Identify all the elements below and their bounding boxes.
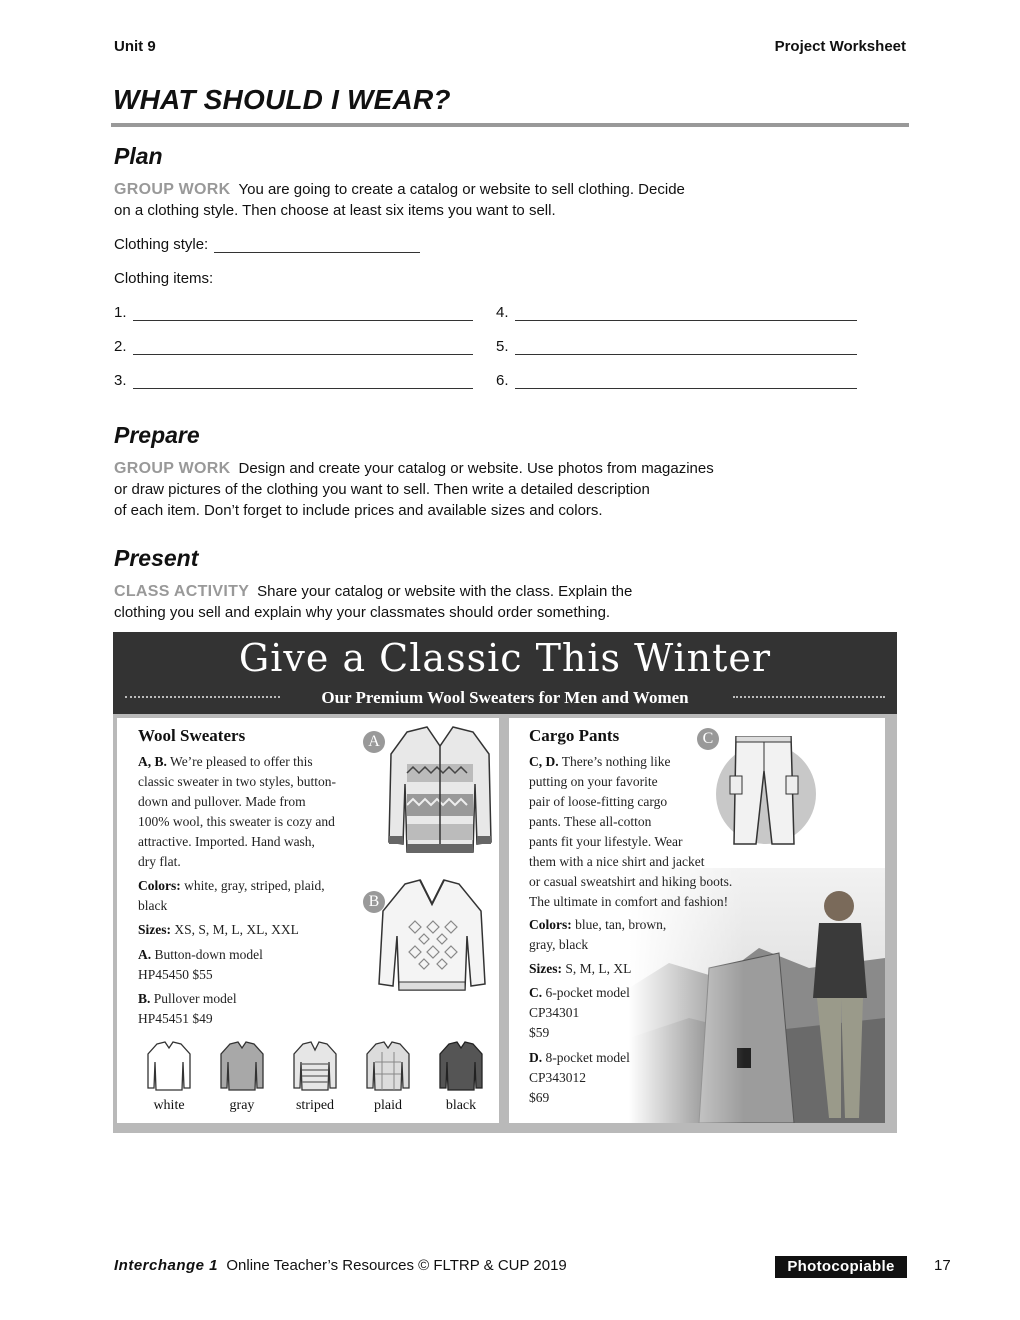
pants-line-7: or casual sweatshirt and hiking boots. [529, 874, 733, 889]
clothing-style-label: Clothing style: [114, 236, 209, 253]
pants-d-label: D. [529, 1050, 543, 1065]
pants-intro-label: C, D. [529, 754, 559, 769]
prepare-tag: GROUP WORK [114, 460, 231, 477]
sweaters-colors [138, 876, 363, 916]
pants-d-code: CP343012 [529, 1070, 587, 1085]
sweaters-line-6: dry flat. [138, 854, 181, 869]
sweater-b-label: B. [138, 991, 151, 1006]
sweaters-panel [117, 718, 499, 1123]
pants-heading: Cargo Pants [529, 726, 620, 745]
pants-line-8: The ultimate in comfort and fashion! [529, 894, 729, 909]
item-blank-3[interactable] [133, 375, 473, 389]
item-number-1: 1. [114, 304, 127, 321]
footer-credit [114, 1257, 567, 1274]
present-line-2: clothing you sell and explain why your classmates should order something. [114, 604, 611, 621]
sweaters-line-2: classic sweater in two styles, button- [138, 774, 336, 789]
sweaters-colors-line-2: black [138, 898, 168, 913]
catalog-ad [113, 632, 897, 1133]
pants-colors-line-1: blue, tan, brown, [575, 917, 667, 932]
pants-line-1: There’s nothing like [561, 754, 671, 769]
pants-line-2: putting on your favorite [529, 774, 658, 789]
footer-copyright: Online Teacher’s Resources © FLTRP & CUP 2019 [226, 1257, 567, 1274]
item-blank-5[interactable] [515, 341, 857, 355]
pants-description [529, 752, 789, 912]
item-blank-1[interactable] [133, 307, 473, 321]
pants-panel [509, 718, 885, 1123]
prepare-line-3: of each item. Don’t forget to include prices and available sizes and colors. [114, 502, 603, 519]
clothing-style-field [114, 236, 420, 253]
plan-tag: GROUP WORK [114, 181, 231, 198]
dotted-rule-right [733, 696, 885, 698]
clothing-style-blank[interactable] [214, 239, 420, 253]
plan-line-2: on a clothing style. Then choose at least six items you want to sell. [114, 202, 556, 219]
title-rule [111, 123, 909, 127]
swatch-label-gray: gray [229, 1098, 255, 1113]
pants-c-label: C. [529, 985, 543, 1000]
plan-heading: Plan [114, 143, 163, 169]
pants-sizes [529, 959, 729, 979]
prepare-line-1: Design and create your catalog or website. Use photos from magazines [238, 460, 714, 477]
gray-sweater-swatch [220, 1040, 265, 1092]
sweaters-sizes-value: XS, S, M, L, XL, XXL [174, 922, 299, 937]
item-line-1 [114, 304, 473, 321]
black-sweater-swatch [439, 1040, 484, 1092]
prepare-heading: Prepare [114, 422, 200, 448]
pants-c-model [529, 983, 729, 1043]
item-blank-6[interactable] [515, 375, 857, 389]
item-line-2 [114, 338, 473, 355]
item-blank-4[interactable] [515, 307, 857, 321]
doc-type-label: Project Worksheet [774, 38, 906, 55]
catalog-header [113, 632, 897, 714]
item-number-5: 5. [496, 338, 509, 355]
sweaters-line-5: attractive. Imported. Hand wash, [138, 834, 315, 849]
prepare-instructions [114, 458, 834, 521]
item-line-6 [496, 372, 857, 389]
sweater-a-name: Button-down model [154, 947, 263, 962]
item-line-3 [114, 372, 473, 389]
striped-sweater-swatch [293, 1040, 338, 1092]
swatch-label-striped: striped [295, 1098, 335, 1113]
page-title: WHAT SHOULD I WEAR? [113, 84, 451, 115]
sweater-b-name: Pullover model [153, 991, 237, 1006]
swatch-label-black: black [445, 1098, 477, 1113]
catalog-title: Give a Classic This Winter [238, 636, 772, 680]
present-instructions [114, 581, 814, 623]
sweaters-line-3: down and pullover. Made from [138, 794, 306, 809]
sweater-a-model [138, 945, 363, 985]
item-number-6: 6. [496, 372, 509, 389]
pants-d-name: 8-pocket model [545, 1050, 630, 1065]
item-blank-2[interactable] [133, 341, 473, 355]
sweaters-intro-label: A, B. [138, 754, 167, 769]
sweaters-line-1: We’re pleased to offer this [170, 754, 313, 769]
item-number-2: 2. [114, 338, 127, 355]
pants-colors-label: Colors: [529, 917, 572, 932]
page-number: 17 [934, 1257, 951, 1274]
plan-instructions [114, 179, 814, 221]
present-tag: CLASS ACTIVITY [114, 583, 250, 600]
pullover-sweater-image [375, 876, 490, 996]
present-heading: Present [114, 545, 199, 571]
sweaters-description [138, 752, 363, 872]
item-number-4: 4. [496, 304, 509, 321]
pants-c-price: $59 [529, 1025, 550, 1040]
sweater-a-code: HP45450 $55 [138, 967, 213, 982]
plan-line-1: You are going to create a catalog or website to sell clothing. Decide [238, 181, 685, 198]
pants-c-code: CP34301 [529, 1005, 580, 1020]
sweaters-heading: Wool Sweaters [138, 726, 246, 745]
badge-c: C [697, 728, 719, 750]
cardigan-sweater-image [385, 724, 495, 859]
pants-sizes-label: Sizes: [529, 961, 562, 976]
sweaters-sizes [138, 920, 363, 940]
white-sweater-swatch [147, 1040, 192, 1092]
pants-line-6: them with a nice shirt and jacket [529, 854, 705, 869]
photocopiable-badge: Photocopiable [775, 1256, 907, 1278]
footer-brand: Interchange 1 [114, 1257, 219, 1274]
pants-d-model [529, 1048, 729, 1108]
badge-a: A [363, 731, 385, 753]
catalog-subtitle: Our Premium Wool Sweaters for Men and Women [321, 688, 689, 707]
sweater-b-model [138, 989, 363, 1029]
pants-line-5: pants fit your lifestyle. Wear [529, 834, 683, 849]
item-line-4 [496, 304, 857, 321]
pants-colors [529, 915, 729, 955]
pants-sizes-value: S, M, L, XL [565, 961, 632, 976]
plaid-sweater-swatch [366, 1040, 411, 1092]
present-line-1: Share your catalog or website with the class. Explain the [257, 583, 633, 600]
pants-line-4: pants. These all-cotton [529, 814, 652, 829]
item-number-3: 3. [114, 372, 127, 389]
sweaters-line-4: 100% wool, this sweater is cozy and [138, 814, 335, 829]
prepare-line-2: or draw pictures of the clothing you want to sell. Then write a detailed description [114, 481, 650, 498]
pants-line-3: pair of loose-fitting cargo [529, 794, 668, 809]
pants-colors-line-2: gray, black [529, 937, 589, 952]
sweater-b-code: HP45451 $49 [138, 1011, 213, 1026]
sweaters-sizes-label: Sizes: [138, 922, 171, 937]
clothing-items-label: Clothing items: [114, 270, 214, 287]
pants-c-name: 6-pocket model [545, 985, 630, 1000]
swatch-label-plaid: plaid [374, 1098, 402, 1113]
pants-d-price: $69 [529, 1090, 550, 1105]
sweater-a-label: A. [138, 947, 152, 962]
badge-b: B [363, 891, 385, 913]
item-line-5 [496, 338, 857, 355]
sweaters-colors-line-1: white, gray, striped, plaid, [184, 878, 325, 893]
unit-label: Unit 9 [114, 38, 156, 55]
swatch-label-white: white [153, 1098, 185, 1113]
sweaters-colors-label: Colors: [138, 878, 181, 893]
